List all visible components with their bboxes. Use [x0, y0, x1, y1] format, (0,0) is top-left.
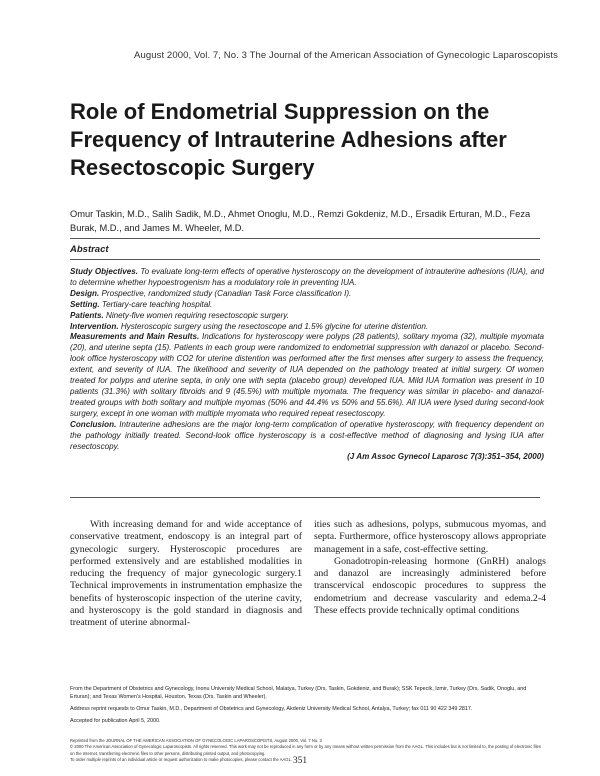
affiliation-text: From the Department of Obstetrics and Gynecology, Inonu University Medical School, Malatya, Turkey (Drs. Taskin, Gokdeniz, and Burak); SSK Tepecik, Izmir, Turkey (Drs. Sadik, Onoglu, and Erturan); and Texas Women's Hospital, Houston, Texas (Drs. Taskin and Wheeler).	[70, 686, 527, 700]
abstract-body	[70, 267, 544, 463]
body-column-right	[314, 519, 546, 617]
abstract-setting: Setting. Tertiary-care teaching hospital.	[70, 299, 213, 309]
affiliation-notes	[70, 685, 544, 729]
intro-paragraph-1-cont: ities such as adhesions, polyps, submucous myomas, and septa. Furthermore, office hysteroscopy allows appropriate management in a safe, cost-effective setting.	[314, 519, 546, 555]
abstract-objectives: Study Objectives. To evaluate long-term effects of operative hysteroscopy on the development of intrauterine adhesions (IUA), and to determine whether hypoestrogenism has a modulatory role in preventing IUA.	[70, 267, 545, 287]
divider-abstract	[70, 259, 540, 260]
copyright-line: © 2000 The American Association of Gynecologic Laparoscopists. All rights reserved. This work may not be reproduced in any form or by any means without written permission from the AAGL. This includes but is not limited to, the posting of electronic files on the Internet, transferring electronic files to other persons, distributing printed output, and photocopying.	[70, 744, 541, 756]
abstract-patients: Patients. Ninety-five women requiring resectoscopic surgery.	[70, 310, 289, 320]
abstract-design: Design. Prospective, randomized study (Canadian Task Force classification I).	[70, 288, 352, 298]
abstract-intervention: Intervention. Hysteroscopic surgery using the resectoscope and 1.5% glycine for uterine distention.	[70, 321, 429, 331]
divider-top	[70, 238, 540, 239]
abstract-heading: Abstract	[70, 244, 109, 255]
reprint-line: Reprinted from the JOURNAL OF THE AMERICAN ASSOCIATION OF GYNECOLOGIC LAPAROSCOPISTS, August 2000, Vol. 7 No. 3	[70, 738, 322, 743]
author-list: Omur Taskin, M.D., Salih Sadik, M.D., Ahmet Onoglu, M.D., Remzi Gokdeniz, M.D., Ersadik Erturan, M.D., Feza Burak, M.D., and James M. Wheeler, M.D.	[70, 209, 531, 233]
abstract-conclusion: Conclusion. Intrauterine adhesions are the major long-term complication of operative hysteroscopy, with frequency dependent on the pathology initially treated. Second-look office hysteroscopy is a cost-effective method of diagnosing and lysing IUA after resectoscopy.	[70, 419, 544, 451]
body-column-left	[70, 519, 302, 630]
intro-paragraph-1: With increasing demand for and wide acceptance of conservative treatment, endoscopy is an integral part of gynecologic surgery. Hysteroscopic procedures are performed extensively and are established modalities in reducing the frequency of major gynecologic surgery.1 Technical improvements in instrumentation emphasize the benefits of hysteroscopic inspection of the uterine cavity, and hysteroscopy is the gold standard in diagnosis and treatment of uterine abnormal-	[70, 519, 302, 629]
article-title: Role of Endometrial Suppression on the Frequency of Intrauterine Adhesions after Resectoscopic Surgery	[70, 99, 507, 180]
order-reprints-line: To order multiple reprints of an individual article or request authorization to make photocopies, please contact the AAGL.	[70, 757, 293, 763]
journal-citation: (J Am Assoc Gynecol Laparosc 7(3):351–354, 2000)	[347, 452, 544, 462]
divider-bottom	[70, 497, 540, 498]
reprint-address: Address reprint requests to Omur Taskin, M.D., Department of Obstetrics and Gynecology, Akdeniz University Medical School, Antalya, Turkey; fax 011 90 422 349 2817.	[70, 706, 473, 712]
page-number: 351	[292, 756, 308, 766]
abstract-results: Measurements and Main Results. Indications for hysteroscopy were polyps (28 patients), solitary myoma (32), multiple myomata (20), and uterine septa (15). Patients in each group were randomized to endometrial suppression with danazol or placebo. Second-look office hysteroscopy with CO2 for uterine distention was performed after the first menses after surgery to assess the frequency, extent, and severity of IUA. The likelihood and severity of IUA depended on the pathology treated at initial surgery. Of women treated for polyps and uterine septa, in only one with septa (placebo group) developed IUA. Mild IUA formation was present in 10 patients (31.3%) with solitary fibroids and 9 (45.5%) with multiple myomata. The frequency was similar in placebo- and danazol-treated groups with both solitary and multiple myomas (50% and 44.4% vs 50% and 55.6%). All IUA were lysed during second-look surgery, except in one woman with multiple myomata who required repeat resectoscopy.	[70, 332, 544, 418]
running-header: August 2000, Vol. 7, No. 3 The Journal of the American Association of Gynecologic Laparoscopists	[134, 50, 558, 61]
accepted-date: Accepted for publication April 5, 2000.	[70, 718, 161, 724]
intro-paragraph-2: Gonadotropin-releasing hormone (GnRH) analogs and danazol are increasingly administered before transcervical endoscopic procedures to suppress the endometrium and decrease vascularity and edema.2-4 These effects provide technically optimal conditions	[314, 555, 546, 617]
